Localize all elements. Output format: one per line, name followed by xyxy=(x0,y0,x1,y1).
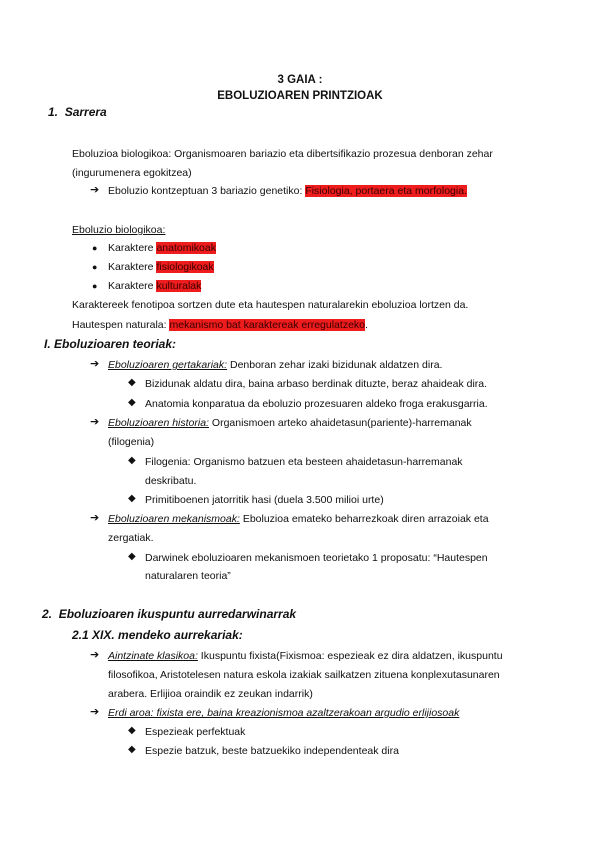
diamond-icon: ◆ xyxy=(128,455,136,466)
diamond-icon: ◆ xyxy=(128,551,136,562)
section-1-number: 1. xyxy=(48,105,59,119)
section-2-1-heading: 2.1 XIX. mendeko aurrekariak: xyxy=(72,628,243,642)
section-I-heading: I. Eboluzioaren teoriak: xyxy=(44,337,177,351)
pre-item-2-detail-2: Espezie batzuk, beste batzuekiko independenteak dira xyxy=(145,745,399,757)
diamond-icon: ◆ xyxy=(128,725,136,736)
arrow-icon: ➔ xyxy=(90,649,100,661)
diamond-icon: ◆ xyxy=(128,397,136,408)
theory-1 xyxy=(108,357,442,373)
diamond-icon: ◆ xyxy=(128,744,136,755)
pre-item-1-label: Aintzinate klasikoa: xyxy=(108,650,198,662)
section-2-title: Eboluzioaren ikuspuntu aurredarwinarrak xyxy=(58,607,297,621)
bio-item-3-prefix: Karaktere xyxy=(108,280,157,292)
theory-3-detail-1a: Darwinek eboluzioaren mekanismoen teorietako 1 proposatu: “Hautespen xyxy=(145,552,488,564)
bio-item-2-highlight: fisiologikoak xyxy=(156,261,214,273)
theory-2-detail-1b: deskribatu. xyxy=(145,475,197,487)
theory-1-detail-1: Bizidunak aldatu dira, baina arbaso berdinak dituzte, beraz ahaideak dira. xyxy=(145,378,488,390)
theory-3-detail-1b: naturalaren teoria” xyxy=(145,570,231,582)
bio-item-2 xyxy=(108,259,214,275)
arrow-icon: ➔ xyxy=(90,416,100,428)
bio-line-b-highlight: mekanismo bat karaktereak erregulatzeko xyxy=(169,319,365,331)
bio-item-3-highlight: kulturalak xyxy=(156,280,202,292)
bio-item-1 xyxy=(108,240,216,256)
page-title: 3 GAIA : xyxy=(277,74,323,86)
theory-1-text: Denboran zehar izaki bizidunak aldatzen dira. xyxy=(227,359,443,371)
pre-item-2-detail-1: Espezieak perfektuak xyxy=(145,726,246,738)
theory-2-cont: (filogenia) xyxy=(108,436,155,448)
section-1-heading xyxy=(48,104,107,120)
arrow-icon: ➔ xyxy=(90,184,100,196)
bio-heading: Eboluzio biologikoa: xyxy=(72,224,166,236)
pre-item-1-line-2: filosofikoa, Aristotelesen natura eskola izakiak sailkatzen zituena konplexutasunaren xyxy=(108,669,500,681)
diamond-icon: ◆ xyxy=(128,377,136,388)
bio-line-b-suffix: . xyxy=(365,319,368,331)
bio-item-2-prefix: Karaktere xyxy=(108,261,157,273)
arrow-icon: ➔ xyxy=(90,512,100,524)
bio-item-3 xyxy=(108,278,201,294)
bullet-icon: ● xyxy=(92,262,98,272)
theory-1-detail-2: Anatomia konparatua da eboluzio prozesuaren aldeko froga erakusgarria. xyxy=(145,398,488,410)
arrow-icon: ➔ xyxy=(90,706,100,718)
pre-item-1 xyxy=(108,648,503,664)
bullet-icon: ● xyxy=(92,243,98,253)
intro-highlight: Fisiologia, portaera eta morfologia. xyxy=(305,185,467,197)
theory-2-detail-2: Primitiboenen jatorritik hasi (duela 3.500 milioi urte) xyxy=(145,494,384,506)
theory-2-label: Eboluzioaren historia: xyxy=(108,417,209,429)
intro-line-1: Eboluzioa biologikoa: Organismoaren bariazio eta dibertsifikazio prozesua denboran zehar xyxy=(72,148,493,160)
theory-3-text: Eboluzioa emateko beharrezkoak diren arrazoiak eta xyxy=(239,513,489,525)
pre-item-1-text: Ikuspuntu fixista(Fixismoa: espezieak ez dira aldatzen, ikuspuntu xyxy=(197,650,503,662)
theory-2 xyxy=(108,415,472,431)
bio-line-b xyxy=(72,317,368,333)
bio-item-1-prefix: Karaktere xyxy=(108,242,157,254)
bullet-icon: ● xyxy=(92,281,98,291)
page-subtitle: EBOLUZIOAREN PRINTZIOAK xyxy=(217,90,383,102)
diamond-icon: ◆ xyxy=(128,493,136,504)
theory-3-cont: zergatiak. xyxy=(108,532,154,544)
arrow-icon: ➔ xyxy=(90,358,100,370)
pre-item-2-label: Erdi aroa: fixista ere, baina kreazionismoa azaltzerakoan argudio erlijiosoak xyxy=(108,707,460,719)
theory-3-label: Eboluzioaren mekanismoak: xyxy=(108,513,240,525)
section-2-heading xyxy=(42,606,296,622)
intro-arrow-item xyxy=(108,183,467,199)
intro-line-2: (ingurumenera egokitzea) xyxy=(72,167,192,179)
intro-arrow-text: Eboluzio kontzeptuan 3 bariazio genetiko: xyxy=(108,185,306,197)
theory-1-label: Eboluzioaren gertakariak: xyxy=(108,359,228,371)
bio-line-a: Karaktereek fenotipoa sortzen dute eta hautespen naturalarekin eboluzioa lortzen da. xyxy=(72,299,469,311)
theory-2-detail-1a: Filogenia: Organismo batzuen eta besteen ahaidetasun-harremanak xyxy=(145,456,463,468)
theory-2-text: Organismoen arteko ahaidetasun(pariente)-harremanak xyxy=(208,417,472,429)
section-2-number: 2. xyxy=(42,607,53,621)
pre-item-1-line-3: arabera. Erlijioa oraindik ez zeukan indarrik) xyxy=(108,688,313,700)
bio-item-1-highlight: anatomikoak xyxy=(156,242,216,254)
section-1-title: Sarrera xyxy=(64,105,107,119)
bio-line-b-prefix: Hautespen naturala: xyxy=(72,319,170,331)
theory-3 xyxy=(108,511,489,527)
